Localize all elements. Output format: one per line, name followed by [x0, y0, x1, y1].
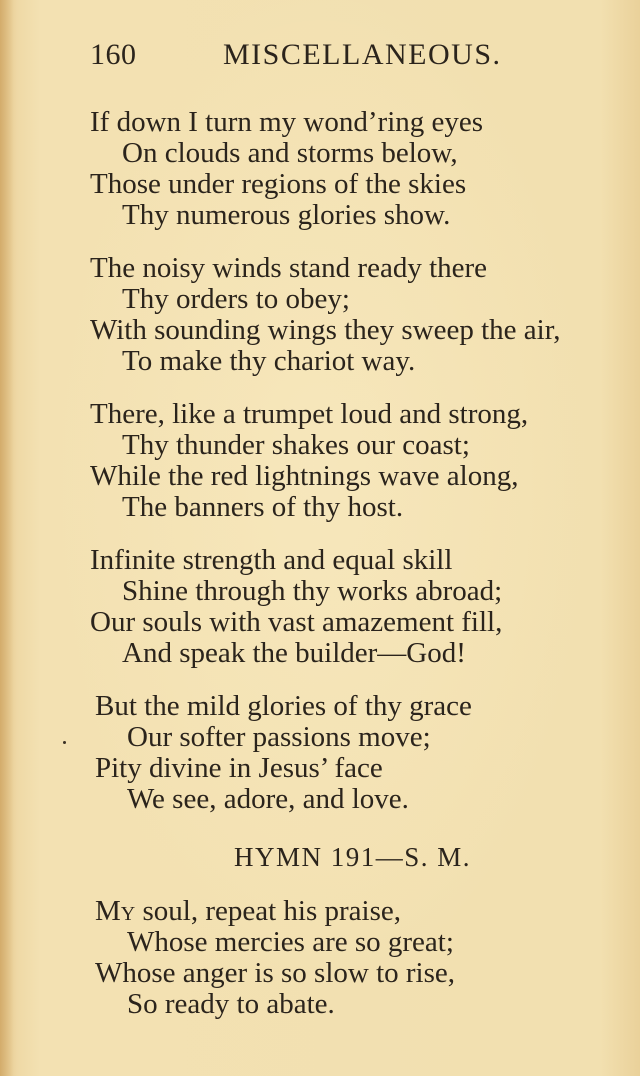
verse-line: On clouds and storms below,: [122, 137, 458, 169]
verse-line: There, like a trumpet loud and strong,: [90, 398, 529, 430]
verse-line: Thy orders to obey;: [122, 283, 350, 315]
verse-line: So ready to abate.: [127, 988, 335, 1020]
page-header: [90, 38, 520, 78]
print-speck: [63, 741, 66, 744]
verse-line: The noisy winds stand ready there: [90, 252, 488, 284]
verse-line: We see, adore, and love.: [127, 783, 409, 815]
verse-line: Whose anger is so slow to rise,: [95, 957, 456, 989]
verse-line: Pity divine in Jesus’ face: [95, 752, 383, 784]
verse-line: While the red lightnings wave along,: [90, 460, 519, 492]
verse-line: Thy thunder shakes our coast;: [122, 429, 470, 461]
verse-line: If down I turn my wond’ring eyes: [90, 106, 484, 138]
hymn-first-line-rest: soul, repeat his praise,: [135, 895, 401, 927]
verse-line-first: [95, 896, 401, 927]
hymn-heading: HYMN 191—S. M.: [234, 842, 472, 872]
verse-line: Infinite strength and equal skill: [90, 544, 453, 576]
verse-line: Thy numerous glories show.: [122, 199, 451, 231]
page-edge-shadow: [0, 0, 14, 1076]
running-title: MISCELLANEOUS.: [223, 38, 502, 71]
hymn-first-word: My: [95, 895, 136, 927]
verse-line: Those under regions of the skies: [90, 168, 467, 200]
verse-line: To make thy chariot way.: [122, 345, 416, 377]
verse-line: And speak the builder—God!: [122, 637, 466, 669]
verse-line: The banners of thy host.: [122, 491, 404, 523]
verse-line: But the mild glories of thy grace: [95, 690, 472, 722]
verse-line: Whose mercies are so great;: [127, 926, 454, 958]
verse-line: Our softer passions move;: [127, 721, 431, 753]
verse-line: Our souls with vast amazement fill,: [90, 606, 503, 638]
verse-line: Shine through thy works abroad;: [122, 575, 503, 607]
verse-line: With sounding wings they sweep the air,: [90, 314, 561, 346]
page-number: 160: [90, 38, 137, 71]
